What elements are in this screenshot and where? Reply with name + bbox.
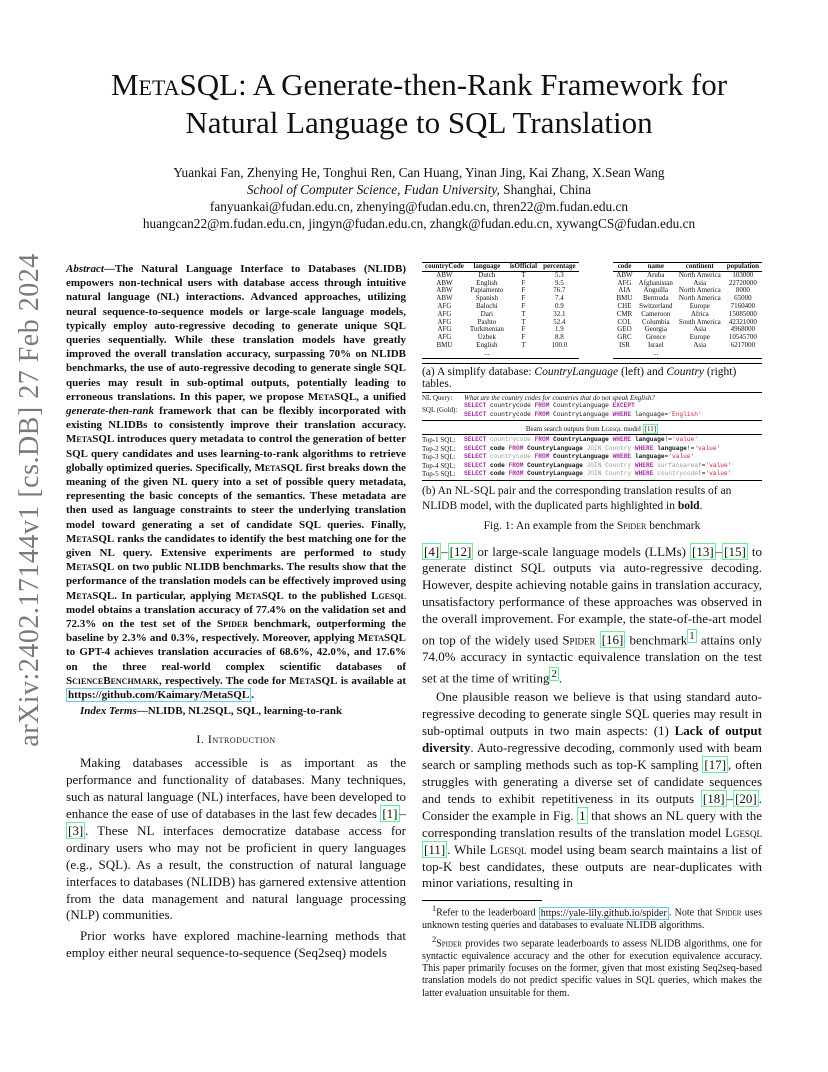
right-text-1e: . [558,670,563,686]
top-sql-label: Top-2 SQL: [422,444,456,453]
table-cell: ... [636,350,676,358]
abstract-text-7: on two public NLIDB benchmarks. The results show that the performance of the translation models can be effectively improved using [66,561,406,588]
author-block [60,164,778,232]
intro-paragraph-2: Prior works have explored machine-learning methods that employ either neural sequence-to-sequence (Seq2seq) models [66,928,406,961]
column-header: percentage [540,263,579,272]
caption-a-table1: CountryLanguage [534,365,619,378]
column-header: continent [676,263,724,272]
abstract-metasql-9: MetaSQL [289,674,338,687]
caption-a-prefix: (a) A simplify database: [422,365,535,378]
caption-b-post: . [699,499,703,512]
right-text-1b: to generate distinct SQL outputs via auto-regressive decoding. However, despite achieving notable gains in translation accuracy, unsatisfactory performance of these approaches was observed in the overall improvement. For example, the state-of-the-art model on top of the widely used [422,543,762,648]
table-cell: 5.3 [554,270,564,279]
lgesql-term: Lgesql [489,841,527,857]
sql-keyword: SELECT [464,410,487,418]
intro-text-1a: Making databases accessible is as important as the performance and functionality of databases. Many techniques, such as natural language (NL) interfaces, have been developed to enhance the ease of use of databases in the last few decades [66,755,406,822]
table-cell: 76.7 [553,286,566,295]
footnote-1-text-c: uses unknown testing queries and databases to evaluate NLIDB algorithms. [422,907,762,931]
column-header: name [636,263,676,272]
abstract-gen-term: generate-then-rank [66,405,154,418]
table-header-row [613,263,762,272]
table-cell: ABW [436,278,453,287]
table-header-row [422,263,579,272]
top-sql-label: Top-3 SQL: [422,453,456,462]
footnote-1-number: 1 [432,904,437,914]
abstract-gpt4: GPT-4 [79,646,111,659]
table-cell: Spanish [475,294,498,303]
table-cell: F [521,325,526,334]
table-cell: F [521,286,526,295]
column-header: language [467,263,507,272]
index-terms-text: —NLIDB, NL2SQL, SQL, learning-to-rank [136,705,343,718]
abstract-text-4: introduces query metadata to control the generation of better SQL query candidates and uses learning-to-rank algorithms to retrieve globally optimized queries. Specifically, [66,433,406,474]
right-text-1a: or large-scale language models (LLMs) [473,543,690,559]
top-sql-code: SELECT code FROM CountryLanguage JOIN Country WHERE language!='value' [464,444,721,452]
index-terms [80,704,406,718]
right-text-2g: . While [447,841,490,857]
citation-link[interactable]: [15] [724,543,746,559]
table-ellipsis-row [422,350,579,358]
left-column [66,262,406,962]
abstract-text-11: benchmark, outperforming the baseline by 2.3% and 0.3%, respectively. Moreover, applying [66,618,406,645]
table-cell: T [521,317,526,326]
citation-link[interactable]: [17] [704,757,727,773]
author-emails-1: fanyuankai@fudan.edu.cn, zhenying@fudan.edu.cn, thren22@m.fudan.edu.cn [209,199,629,214]
nl-query-label: NL Query: [422,393,453,402]
table-cell: F [521,294,526,303]
caption-b-pre: (b) An NL-SQL pair and the corresponding translation results of an NLIDB model, with the duplicated parts highlighted in [422,484,732,512]
citation-link[interactable]: [12] [449,543,472,559]
gold-sql-label: SQL (Gold): [422,406,458,415]
right-text-1d: attains only 74.0% accuracy in syntactic equivalence translation on the test set at the time of writing [422,632,762,686]
table-cell [540,350,579,358]
beam-search-outputs [422,434,762,481]
abstract-text-8: . In particular, applying [114,589,236,602]
abstract-metasql-3: MetaSQL [254,461,303,474]
abstract-lead: Abstract [66,263,104,275]
table-cell: English [476,278,498,287]
abstract-code-link[interactable]: https://github.com/Kaimary/MetaSQL [68,689,250,702]
spider-term: Spider [715,907,742,919]
table-body [422,271,579,358]
abstract-metasql-6: MetaSQL [66,589,115,602]
table-cell: F [521,278,526,287]
footnote-2-number: 2 [432,935,437,945]
gold-sql-row [422,402,762,419]
table-cell: Columbia [641,317,670,326]
table-cell: AFG [437,333,452,342]
fig-caption-post: benchmark [646,519,701,532]
author-emails-2: huangcan22@m.fudan.edu.cn, jingyn@fudan.edu.cn, zhangk@fudan.edu.cn, xywangCS@fudan.edu.cn [142,216,696,231]
table-cell: CMR [616,309,633,318]
table-cell: 0.9 [554,301,564,310]
citation-link[interactable]: [11] [424,841,446,857]
abstract-text-13: achieves translation accuracies of 68.6%, 42.0%, and 17.6% on the three real-world complex scientific databases of [66,646,406,673]
right-text-2a: One plausible reason we believe is that using standard auto-regressive decoding to generate single SQL queries may result in sub-optimal outputs in two main aspects: (1) [422,689,762,739]
gold-sql-line-2: SELECT countrycode FROM CountryLanguage WHERE language='English' [464,410,702,418]
right-text-2e: that shows an NL query with the corresponding translation results of the translation model [422,807,762,840]
table-cell: 15085000 [728,309,757,318]
footnote-2 [422,934,762,1000]
arxiv-stamp-text: arXiv:2402.17144v1 [cs.DB] 27 Feb 2024 [14,253,45,747]
caption-a-mid: (left) and [618,365,667,378]
abstract-metasql-2: MetaSQL [66,433,115,446]
abstract-text-2: , a unified [356,390,406,403]
section-heading-introduction: I. Introduction [196,732,276,747]
paper-title [60,66,778,142]
nl-query-row [422,394,762,403]
table-cell: T [521,340,526,349]
abstract-text-3: framework that can be flexibly incorporated with existing NLIDBs to consistently improve their translation accuracy. [66,405,406,432]
right-paragraph-1: [4] – [12] or large-scale language models (LLMs) [13] – [15] to generate distinct SQL outputs via auto-regressive decoding. However, despite achieving notable gains in translation accuracy, unsatisfactory performance of these approaches was observed in the overall improvement. For example, the state-of-the-art model on top of the widely used Spider [16] benchmark $^1$ attains only 74.0% accuracy in syntactic equivalence translation on the test set at the time of writing $^2$ . [422,543,762,686]
sql-keyword: WHERE [612,410,632,418]
table-cell: 4968000 [730,325,756,334]
footnote-1-text-b: . Note that [668,907,716,919]
table-cell: 52.4 [553,317,566,326]
table-cell: Aruba [647,270,665,279]
table-cell: 8.8 [554,333,564,342]
abstract-lgesql: Lgesql [371,589,406,602]
footnote-1 [422,903,762,932]
table-cell: Europe [689,301,710,310]
affiliation [60,181,778,198]
figure-tables [422,262,762,359]
figure-caption-b [422,484,762,514]
top-sql-row [422,453,762,462]
intro-text-1b: . These NL interfaces democratize database access for ordinary users who may not be proficient in query languages (e.g., SQL). As a result, the construction of natural language interfaces to databases (NLIDB) has garnered extensive attention from the data management and natural language processing (NLP) communities. [66,822,406,923]
sql-keyword: EXCEPT [612,402,635,410]
gold-sql-code [464,402,702,419]
abstract-text-10: model obtains a translation accuracy of 77.4% on the validation set and 72.3% on the test set of the [66,603,406,631]
table-cell [422,350,467,358]
table-cell: T [521,270,526,279]
column-header: population [724,263,762,272]
table-cell: ... [467,350,507,358]
beam-head-pre: Beam search outputs from [525,425,602,434]
table-cell: GRC [617,333,632,342]
caption-a-table2: Country [666,365,705,378]
table-cell: Turkmenian [469,325,504,334]
table-cell: North America [678,286,721,295]
table-cell: ABW [616,270,633,279]
abstract-sciencebench: ScienceBenchmark [66,674,160,687]
table-cell: 32.1 [553,309,566,318]
top-sql-label: Top-1 SQL: [422,436,456,445]
abstract-text-1: —The Natural Language Interface to Databases (NLIDB) empowers non-technical users with database access through intuitive natural language (NL) interactions. Advanced approaches, utilizing neural sequence-to-sequence models or large-scale language models, typically employ auto-regressive decoding to generate unique SQL queries sequentially. While these translation models have greatly improved the overall translation accuracy, surpassing 70% on NLIDB benchmarks, the use of auto-regressive decoding to generate single SQL queries may result in sub-optimal outputs, potentially leading to erroneous translations. In this paper, we propose [66,263,406,403]
country-table [613,262,762,359]
arxiv-stamp [10,253,50,747]
table-cell: Cameroon [641,309,671,318]
table-cell: 42321000 [728,317,757,326]
footnote-ref[interactable]: 2 [551,668,557,681]
right-text-1c: benchmark [625,632,688,648]
table-cell: English [476,340,498,349]
sql-keyword: FROM [534,410,550,418]
table-cell: F [521,301,526,310]
sql-string: 'English' [668,410,702,418]
citation-link[interactable]: [16] [601,632,624,648]
table-cell: AIA [618,286,631,295]
beam-search-header [422,425,762,433]
citation-link[interactable]: [18] [702,790,725,806]
table-cell: ABW [436,270,453,279]
leaderboard-link[interactable]: https://yale-lily.github.io/spider [540,907,667,919]
table-row [422,342,579,350]
abstract-metasql-4: MetaSQL [66,532,115,545]
table-cell [507,350,540,358]
table-cell: South America [678,317,721,326]
citation-link[interactable]: [13] [692,543,714,559]
table-cell: BMU [436,340,453,349]
column-header: countryCode [422,263,467,272]
column-header: code [613,263,635,272]
abstract-metasql-5: MetaSQL [66,561,115,574]
top-sql-label: Top-5 SQL: [422,470,456,479]
abstract-metasql-1: MetaSQL [307,390,357,403]
affiliation-place: Shanghai, China [499,182,592,197]
table-cell: T [521,309,526,318]
table-cell: Dari [480,309,494,318]
table-cell: Switzerland [639,301,673,310]
abstract-text-15: is available at [337,674,406,687]
abstract-spider: Spider [217,618,249,631]
table-cell: 8000 [735,286,750,295]
author-names: Yuankai Fan, Zhenying He, Tonghui Ren, Can Huang, Yinan Jing, Kai Zhang, X.Sean Wang [173,165,665,180]
right-text-2c: , often struggles with generating a diverse set of candidate sequences and tends to exhibit repetitiveness in its outputs [422,757,762,806]
table-cell: ABW [436,294,453,303]
intro-dash: – [399,806,406,822]
top-sql-label: Top-4 SQL: [422,461,456,470]
abstract-metasql-8: MetaSQL [357,632,406,645]
figure-1 [422,262,762,532]
top-sql-code: SELECT code FROM CountryLanguage JOIN Country WHERE surfacearea!='value' [464,461,732,469]
fig-caption-pre: Fig. 1: An example from the [483,519,617,532]
sql-keyword: FROM [534,402,550,410]
citation-link[interactable]: [4] [424,543,440,559]
abstract-text-9: to the published [283,589,372,602]
table-cell: AFG [617,278,632,287]
top-sql-row [422,445,762,454]
figure-caption-a [422,363,762,390]
table-cell: Anguilla [643,286,669,295]
footnote-2-text: provides two separate leaderboards to assess NLIDB algorithms, one for syntactic equivalence accuracy and the other for execution equivalence accuracy. This paper primarily focuses on the former, given that most existing Seq2seq-based translation models do not predict specific values in SQL queries, which makes the latter evaluation unsuitable for them. [422,938,762,999]
abstract-text-16: . [251,689,254,702]
index-terms-label: Index Terms [80,705,137,718]
abstract-metasql-7: MetaSQL [235,589,284,602]
table-cell: CHE [617,301,632,310]
figure-caption [422,520,762,532]
citation-link[interactable]: [11] [644,425,657,434]
right-text-2b: . Auto-regressive decoding, commonly used with beam search or sampling methods such as top-K sampling [422,740,762,773]
table-cell: Pashto [477,317,497,326]
table-cell: 6217000 [730,340,756,349]
title-metasql: MetaSQL [110,67,239,102]
title-line2: Natural Language to SQL Translation [185,105,653,140]
table-cell: Asia [693,278,707,287]
top-sql-row [422,462,762,471]
table-cell: Uzbek [477,333,497,342]
table-body [613,271,762,358]
gold-sql-line-1: SELECT countrycode FROM CountryLanguage EXCEPT [464,402,635,410]
citation-link[interactable]: [3] [68,822,84,838]
spider-term: Spider [562,632,596,648]
table-cell: Asia [693,325,707,334]
table-cell: Afghanistan [638,278,673,287]
right-text-2-bold: Lack of output diversity [422,723,762,756]
beam-head-model: Lgesql [601,425,622,434]
affiliation-school: School of Computer Science, Fudan University, [246,182,500,197]
top-sql-row [422,470,762,479]
table-cell: North America [678,270,721,279]
sql-keyword: SELECT [464,402,487,410]
table-cell: Bermuda [642,294,669,303]
spider-term: Spider [436,938,462,950]
table-cell: Balochi [475,301,498,310]
nl-query-text: What are the country codes for countries that do not speak English? [464,393,655,402]
top-sql-code: SELECT countrycode FROM CountryLanguage WHERE language!='value' [464,436,699,444]
title-line1: : A Generate-then-Rank Framework for [238,67,728,102]
abstract-text-14: , respectively. The code for [159,674,290,687]
table-cell: ABW [436,286,453,295]
table-cell [613,350,635,358]
right-text-2h: model using beam search maintains a list of top-K best candidates, these outputs are near-duplicates with minor variations, resulting in [422,841,762,891]
table-cell: Asia [693,340,707,349]
table-cell: ISR [619,340,630,349]
table-cell: Europe [689,333,710,342]
table-cell: 10545700 [728,333,757,342]
abstract-text-5: first breaks down the meaning of the given NL query into a set of possible query metadata, representing the basic concepts of the semantics. These metadata are then used as language constraints to steer the underlying translation model toward generating a set of candidate SQL queries. Finally, [66,461,406,531]
top-sql-code: SELECT countrycode FROM CountryLanguage WHERE language='value' [464,453,695,461]
table-cell: AFG [437,325,452,334]
table-cell [676,350,724,358]
table-cell: 103000 [732,270,754,279]
right-column [422,262,762,1000]
table-cell: 1.9 [554,325,564,334]
right-text-2d: . Consider the example in Fig. [422,790,762,823]
abstract [66,262,406,702]
table-cell: 7160400 [730,301,756,310]
citation-link[interactable]: [20] [735,790,757,806]
table-cell: Israel [648,340,664,349]
abstract-text-6: ranks the candidates to identify the best matching one for the given NL query. Extensive experiments are performed to study [66,532,406,560]
table-cell: 22720000 [728,278,757,287]
intro-paragraph-1 [66,755,406,924]
table-cell: 65000 [734,294,752,303]
table-cell: Papiamento [470,286,504,295]
right-paragraph-2: One plausible reason we believe is that using standard auto-regressive decoding to generate single SQL queries may result in sub-optimal outputs in two main aspects: (1) Lack of output diversity. Auto-regressive decoding, commonly used with beam search or sampling methods such as top-K sampling [17] , often struggles with generating a diverse set of candidate sequences and tends to exhibit repetitiveness in its outputs [18] – [20] . Consider the example in Fig. 1 that shows an NL query with the corresponding translation results of the translation model Lgesql [11] . While Lgesql model using beam search maintains a list of top-K best candidates, these outputs are near-duplicates with minor variations, resulting in [422,689,762,891]
figure-link[interactable]: 1 [579,807,586,823]
caption-b-bold: bold [677,499,700,512]
table-cell: GEO [617,325,632,334]
top-sql-code: SELECT code FROM CountryLanguage JOIN Country WHERE countrycode!='value' [464,470,732,478]
table-cell: BMU [616,294,633,303]
table-row [613,342,762,350]
table-cell: Dutch [478,270,496,279]
table-cell: AFG [437,301,452,310]
lgesql-term: Lgesql [725,824,762,840]
beam-head-post: model [621,425,643,434]
countrylanguage-table [422,262,579,359]
footnote-ref[interactable]: 1 [689,630,695,643]
nl-sql-pair [422,392,762,422]
table-cell: COL [617,317,632,326]
table-cell [724,350,762,358]
caption-a-suffix: (right) tables. [422,365,737,390]
table-cell: F [521,333,526,342]
column-header: isOfficial [507,263,540,272]
table-cell: 9.5 [554,278,564,287]
table-ellipsis-row [613,350,762,358]
table-cell: AFG [437,309,452,318]
fig-caption-spider: Spider [616,519,647,532]
table-cell: Greece [645,333,666,342]
table-cell: Africa [690,309,709,318]
footnote-1-text-a: Refer to the leaderboard [436,907,539,919]
table-cell: AFG [437,317,452,326]
footnote-rule [422,900,542,901]
table-cell: North America [678,294,721,303]
table-cell: 7.4 [554,294,564,303]
citation-link[interactable]: [1] [382,806,398,822]
table-cell: 100.0 [551,340,568,349]
table-cell: Georgia [644,325,667,334]
abstract-text-12: to [66,646,80,659]
top-sql-row [422,436,762,445]
